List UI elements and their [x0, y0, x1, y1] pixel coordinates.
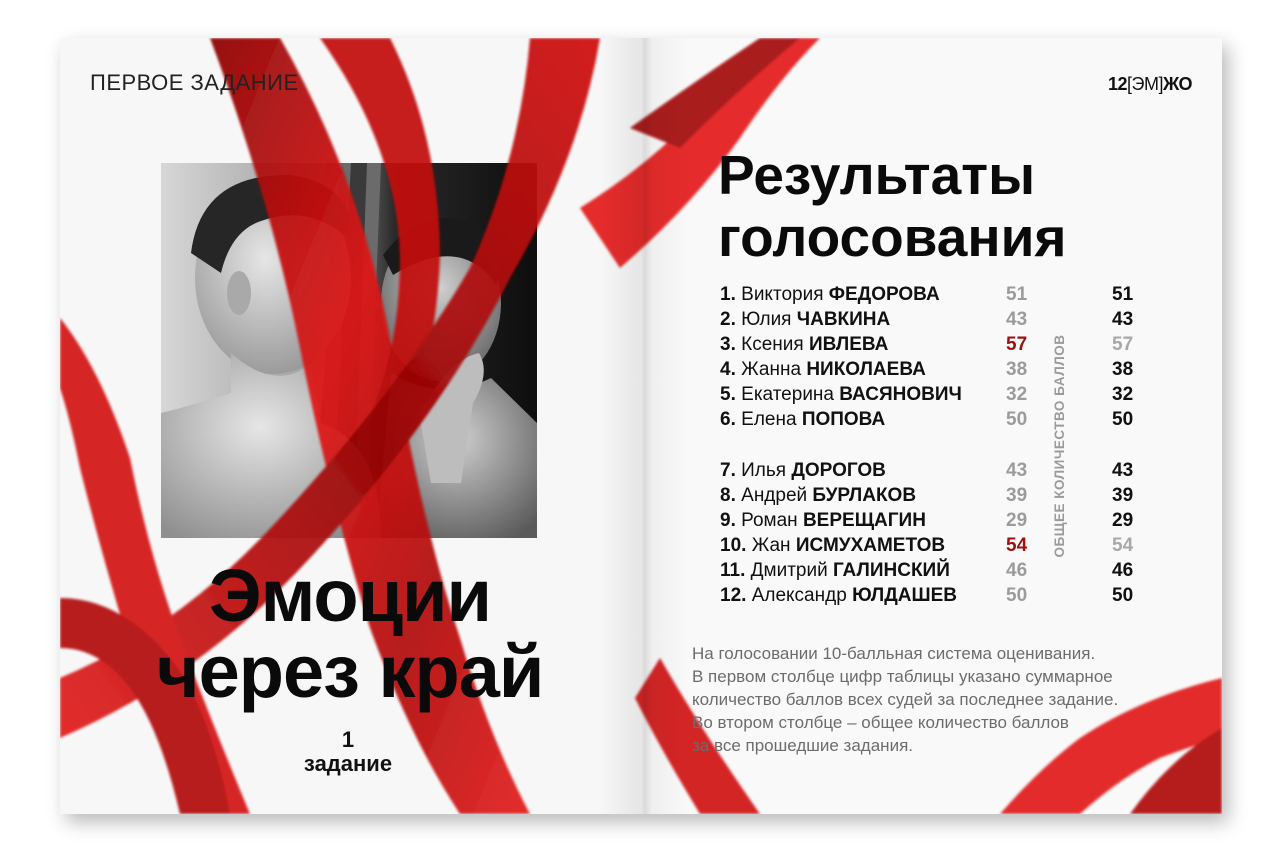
last-name: ЧАВКИНА: [796, 309, 891, 330]
magazine-logo: [1108, 74, 1192, 95]
total-score: 54: [1112, 535, 1134, 556]
first-name: Дмитрий: [750, 560, 828, 581]
note-line: Во втором столбце – общее количество баллов: [692, 713, 1069, 732]
voting-note: [692, 642, 1172, 757]
result-row: [720, 332, 1134, 357]
result-row: [720, 533, 1134, 558]
total-score: 32: [1112, 384, 1134, 405]
last-name: ВАСЯНОВИЧ: [839, 384, 962, 405]
result-row: [720, 558, 1134, 583]
rank-number: 10.: [720, 535, 747, 556]
first-name: Илья: [741, 460, 787, 481]
first-name: Жан: [751, 535, 791, 556]
rank-number: 6.: [720, 409, 736, 430]
logo-bracket: [ЭМ]: [1127, 74, 1163, 94]
total-score: 57: [1112, 334, 1134, 355]
last-name: ЮЛДАШЕВ: [852, 585, 958, 606]
note-line: количество баллов всех судей за последнее задание.: [692, 690, 1119, 709]
rank-number: 11.: [720, 560, 746, 581]
total-score: 50: [1112, 409, 1134, 430]
last-name: ИВЛЕВА: [808, 334, 889, 355]
first-name: Жанна: [741, 359, 802, 380]
last-name: ВЕРЕЩАГИН: [802, 510, 926, 531]
task-score: 39: [1006, 485, 1028, 506]
task-score: 50: [1006, 409, 1028, 430]
task-score: 29: [1006, 510, 1028, 531]
total-score: 38: [1112, 359, 1134, 380]
total-column-label: ОБЩЕЕ КОЛИЧЕСТВО БАЛЛОВ: [1052, 334, 1067, 558]
note-line: На голосовании 10-балльная система оценивания.: [692, 644, 1096, 663]
first-name: Александр: [751, 585, 847, 606]
last-name: ПОПОВА: [801, 409, 886, 430]
result-row: [720, 458, 1134, 483]
result-row: [720, 508, 1134, 533]
right-page-content: [640, 38, 1222, 814]
results-group-1: [720, 282, 1134, 432]
last-name: ДОРОГОВ: [791, 460, 886, 481]
task-score: 57: [1006, 334, 1028, 355]
note-line: В первом столбце цифр таблицы указано суммарное: [692, 667, 1113, 686]
note-line: за все прошедшие задания.: [692, 736, 913, 755]
result-row: [720, 583, 1134, 608]
last-name: ИСМУХАМЕТОВ: [795, 535, 946, 556]
total-score: 50: [1112, 585, 1134, 606]
task-label: [278, 728, 418, 776]
results-title: [718, 144, 1066, 268]
first-name: Елена: [741, 409, 797, 430]
results-title-line-2: голосования: [718, 206, 1067, 268]
total-score: 39: [1112, 485, 1134, 506]
results-title-line-1: Результаты: [718, 144, 1036, 206]
rank-number: 7.: [720, 460, 736, 481]
total-score: 51: [1112, 284, 1134, 305]
total-score: 29: [1112, 510, 1134, 531]
rank-number: 3.: [720, 334, 736, 355]
last-name: БУРЛАКОВ: [812, 485, 917, 506]
first-name: Виктория: [741, 284, 824, 305]
task-score: 46: [1006, 560, 1028, 581]
rank-number: 1.: [720, 284, 736, 305]
task-score: 32: [1006, 384, 1028, 405]
result-row: [720, 357, 1134, 382]
rank-number: 8.: [720, 485, 736, 506]
total-score: 43: [1112, 460, 1134, 481]
first-name: Роман: [741, 510, 798, 531]
total-score: 43: [1112, 309, 1134, 330]
logo-suffix: ЖО: [1162, 74, 1192, 94]
rank-number: 9.: [720, 510, 736, 531]
group-spacer: [720, 432, 1080, 458]
headline-line-1: Эмоции: [208, 554, 492, 637]
task-score: 38: [1006, 359, 1028, 380]
first-name: Ксения: [741, 334, 804, 355]
task-score: 43: [1006, 460, 1028, 481]
rank-number: 12.: [720, 585, 747, 606]
task-score: 43: [1006, 309, 1028, 330]
results-list: [720, 282, 1134, 608]
task-score: 51: [1006, 284, 1028, 305]
result-row: [720, 407, 1134, 432]
task-score: 54: [1006, 535, 1028, 556]
rank-number: 5.: [720, 384, 736, 405]
task-score: 50: [1006, 585, 1028, 606]
total-score: 46: [1112, 560, 1134, 581]
first-name: Юлия: [741, 309, 792, 330]
task-number: 1: [341, 727, 355, 752]
magazine-spread: [60, 38, 1222, 814]
last-name: НИКОЛАЕВА: [806, 359, 926, 380]
headline-line-2: через край: [156, 630, 544, 713]
result-row: [720, 483, 1134, 508]
first-name: Андрей: [741, 485, 808, 506]
result-row: [720, 382, 1134, 407]
result-row: [720, 282, 1134, 307]
task-word: задание: [303, 751, 393, 776]
result-row: [720, 307, 1134, 332]
logo-prefix: 12: [1107, 74, 1128, 94]
last-name: ФЕДОРОВА: [828, 284, 940, 305]
first-name: Екатерина: [741, 384, 834, 405]
section-label: ПЕРВОЕ ЗАДАНИЕ: [90, 70, 299, 95]
headline: [60, 554, 640, 713]
results-group-2: [720, 458, 1134, 608]
rank-number: 2.: [720, 309, 736, 330]
last-name: ГАЛИНСКИЙ: [832, 560, 950, 581]
rank-number: 4.: [720, 359, 736, 380]
